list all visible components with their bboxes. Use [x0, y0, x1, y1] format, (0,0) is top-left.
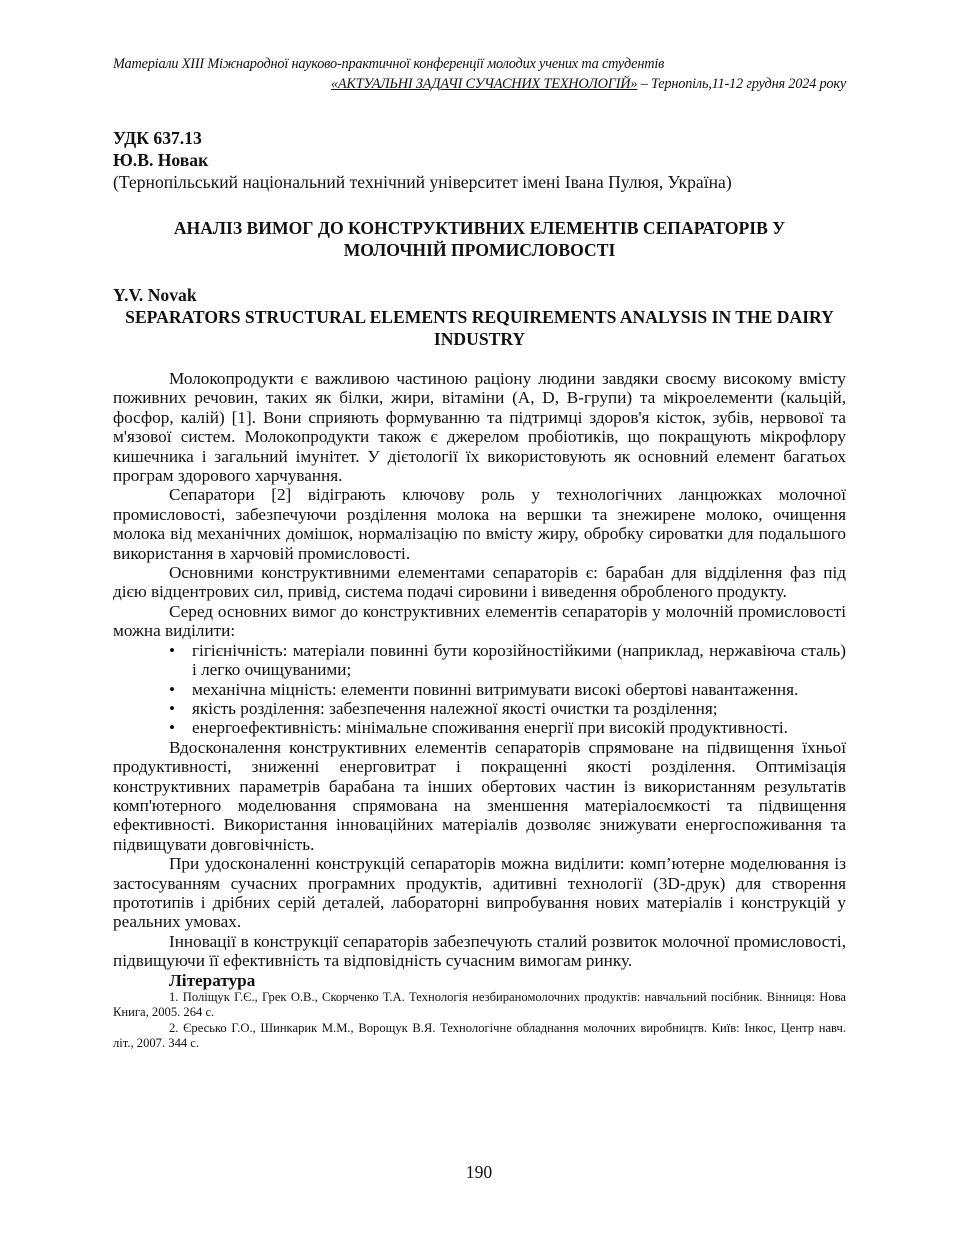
- paper-page: [113, 54, 846, 1052]
- list-item-text: гігієнічність: матеріали повинні бути корозійностійкими (наприклад, нержавіюча сталь) і легко очищуваними;: [192, 640, 846, 680]
- references-heading: Література: [169, 970, 256, 990]
- list-item: [113, 718, 846, 737]
- list-item: [113, 680, 846, 699]
- list-item-text: якість розділення: забезпечення належної якості очистки та розділення;: [192, 698, 718, 718]
- conference-date-place: – Тернопіль,11-12 грудня 2024 року: [637, 76, 846, 92]
- paragraph-7: Інновації в конструкції сепараторів забезпечують сталий розвиток молочної промисловості, підвищуючи її ефективність та відповідність сучасним вимогам ринку.: [113, 931, 846, 971]
- udc-code: УДК 637.13: [113, 128, 202, 148]
- list-item-text: енергоефективність: мінімальне споживання енергії при високій продуктивності.: [192, 718, 788, 738]
- requirements-list: [113, 641, 846, 738]
- page-number: 190: [465, 1162, 493, 1182]
- paragraph-2: Сепаратори [2] відіграють ключову роль у технологічних ланцюжках молочної промисловості, забезпечуючи розділення молока на вершки та знежирене молоко, очищення молока від механічних домішок, нормалізацію по вмісту жиру, обробку сироватки для подальшого використання в харчовій промисловості.: [113, 485, 846, 563]
- author-en: Y.V. Novak: [113, 285, 197, 305]
- reference-item: 1. Поліщук Г.Є., Грек О.В., Скорченко Т.А. Технологія незбираномолочних продуктів: навчальний посібник. Вінниця: Нова Книга, 2005. 264 с.: [113, 989, 846, 1020]
- author-ua: Ю.В. Новак: [113, 150, 209, 170]
- list-item-text: механічна міцність: елементи повинні витримувати високі обертові навантаження.: [192, 679, 799, 699]
- paragraph-3: Основними конструктивними елементами сепараторів є: барабан для відділення фаз під дією відцентрових сил, привід, система подачі сировини і виведення обробленого продукту.: [113, 563, 846, 602]
- conference-title: «АКТУАЛЬНІ ЗАДАЧІ СУЧАСНИХ ТЕХНОЛОГІЙ»: [330, 76, 638, 92]
- list-item: [113, 699, 846, 718]
- affiliation: (Тернопільський національний технічний університет імені Івана Пулюя, Україна): [113, 172, 732, 192]
- bullet-icon: •: [169, 698, 176, 718]
- running-header: [113, 54, 846, 94]
- bullet-icon: •: [169, 718, 176, 738]
- article-title-en: SEPARATORS STRUCTURAL ELEMENTS REQUIREMENTS ANALYSIS IN THE DAIRY INDUSTRY: [125, 307, 834, 349]
- paragraph-5: Вдосконалення конструктивних елементів сепараторів спрямоване на підвищення їхньої продуктивності, зниженні енерговитрат і покращенні якості розділення. Оптимізація конструктивних параметрів барабана та інших обертових частин із використанням результатів комп'ютерного моделювання спрямована на зменшення матеріалоємкості та підвищення ефективності. Використання інноваційних матеріалів дозволяє знижувати енергоспоживання та підвищувати довговічність.: [113, 737, 846, 854]
- paragraph-1: Молокопродукти є важливою частиною раціону людини завдяки своєму високому вмісту поживних речовин, таких як білки, жири, вітаміни (A, D, B-групи) та мікроелементи (кальцій, фосфор, калій) [1]. Вони сприяють формуванню та підтримці здоров'я кісток, зубів, нервової та м'язової систем. Молокопродукти також є джерелом пробіотиків, що покращують мікрофлору кишечника і загальний імунітет. У дієтології їх використовують як основний елемент багатьох програм здорового харчування.: [113, 369, 846, 486]
- bullet-icon: •: [169, 679, 176, 699]
- reference-item: 2. Єресько Г.О., Шинкарик М.М., Ворощук В.Я. Технологічне обладнання молочних виробництв. Київ: Інкос, Центр навч. літ., 2007. 344 с.: [113, 1020, 846, 1051]
- list-item: [113, 641, 846, 680]
- running-header-line1: Матеріали XIII Міжнародної науково-практичної конференції молодих учених та студентів: [113, 56, 665, 72]
- article-title-ua: АНАЛІЗ ВИМОГ ДО КОНСТРУКТИВНИХ ЕЛЕМЕНТІВ СЕПАРАТОРІВ У МОЛОЧНІЙ ПРОМИСЛОВОСТІ: [173, 218, 786, 260]
- running-header-line2: [113, 74, 846, 94]
- references-list: [113, 990, 846, 1052]
- bullet-icon: •: [169, 640, 176, 660]
- paragraph-6: При удосконаленні конструкцій сепараторів можна виділити: комп’ютерне моделювання із застосуванням сучасних програмних продуктів, адитивні технології (3D-друк) для створення прототипів і дрібних серій деталей, лабораторні випробування нових матеріалів і конструкцій у реальних умовах.: [113, 854, 846, 932]
- article-body: [113, 369, 846, 1052]
- article-meta: [113, 127, 846, 193]
- paragraph-4: Серед основних вимог до конструктивних елементів сепараторів у молочній промисловості можна виділити:: [113, 601, 846, 641]
